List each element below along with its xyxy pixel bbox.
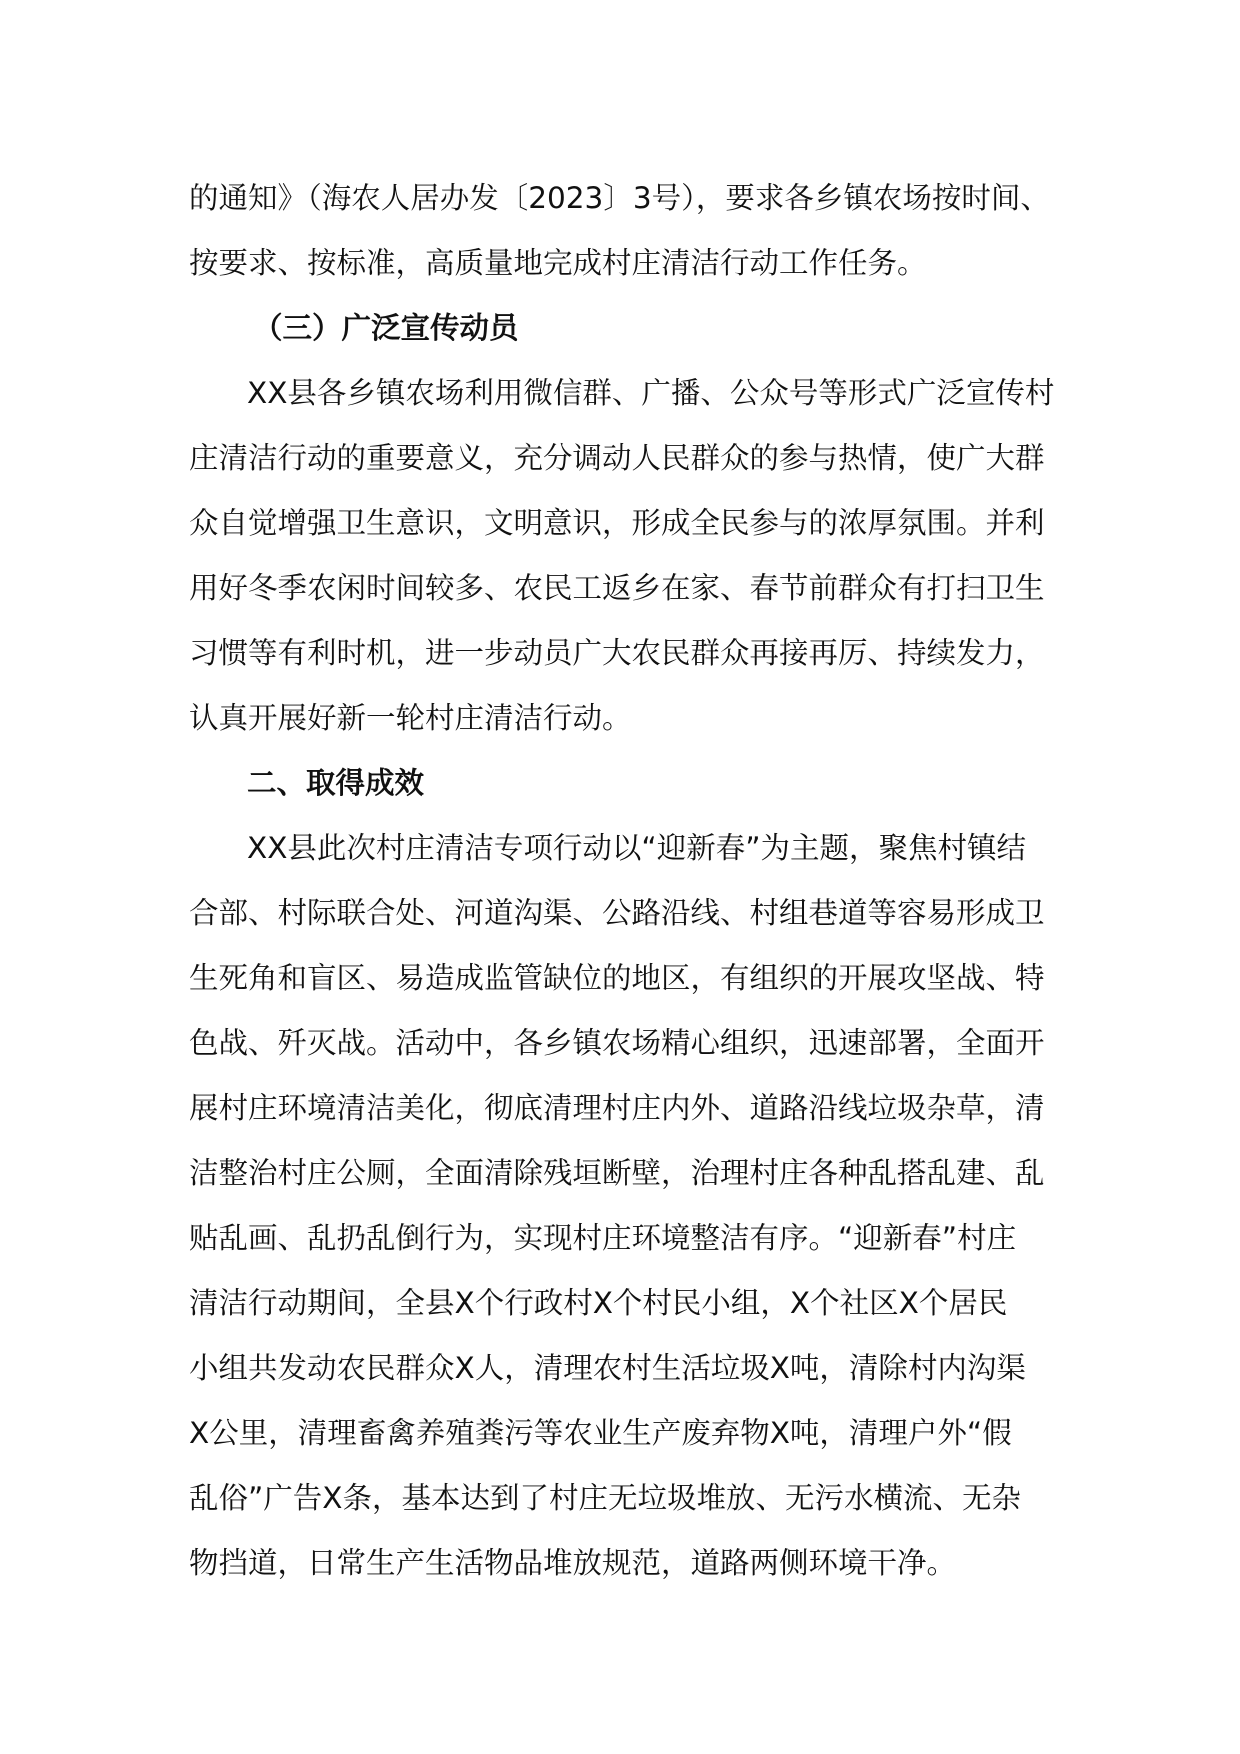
paragraph-line: X公里，清理畜禽养殖粪污等农业生产废弃物X吨，清理户外“假 — [189, 1416, 1012, 1450]
paragraph-line: 习惯等有利时机，进一步动员广大农民群众再接再厉、持续发力， — [189, 636, 1045, 670]
paragraph-line: XX县各乡镇农场利用微信群、广播、公众号等形式广泛宣传村 — [247, 376, 1055, 410]
paragraph-line: 贴乱画、乱扔乱倒行为，实现村庄环境整洁有序。“迎新春”村庄 — [189, 1221, 1017, 1255]
paragraph-line: 众自觉增强卫生意识，文明意识，形成全民参与的浓厚氛围。并利 — [189, 506, 1045, 540]
paragraph-line: 洁整治村庄公厕，全面清除残垣断壁，治理村庄各种乱搭乱建、乱 — [189, 1156, 1045, 1190]
body-line: 按要求、按标准，高质量地完成村庄清洁行动工作任务。 — [189, 246, 927, 280]
paragraph-line: 乱俗”广告X条，基本达到了村庄无垃圾堆放、无污水横流、无杂 — [189, 1481, 1021, 1515]
paragraph-line: 合部、村际联合处、河道沟渠、公路沿线、村组巷道等容易形成卫 — [189, 896, 1045, 930]
paragraph-line: 色战、歼灭战。活动中，各乡镇农场精心组织，迅速部署，全面开 — [189, 1026, 1045, 1060]
document-page — [189, 166, 1061, 1596]
paragraph-line: 物挡道，日常生产生活物品堆放规范，道路两侧环境干净。 — [189, 1546, 957, 1580]
paragraph-line: 小组共发动农民群众X人，清理农村生活垃圾X吨，清除村内沟渠 — [189, 1351, 1026, 1385]
paragraph-line: 清洁行动期间，全县X个行政村X个村民小组，X个社区X个居民 — [189, 1286, 1008, 1320]
paragraph-line: 庄清洁行动的重要意义，充分调动人民群众的参与热情，使广大群 — [189, 441, 1045, 475]
paragraph-line: XX县此次村庄清洁专项行动以“迎新春”为主题，聚焦村镇结 — [247, 831, 1026, 865]
paragraph-line: 生死角和盲区、易造成监管缺位的地区，有组织的开展攻坚战、特 — [189, 961, 1045, 995]
paragraph-line: 用好冬季农闲时间较多、农民工返乡在家、春节前群众有打扫卫生 — [189, 571, 1045, 605]
section-heading-2: 二、取得成效 — [247, 766, 425, 800]
paragraph-line: 展村庄环境清洁美化，彻底清理村庄内外、道路沿线垃圾杂草，清 — [189, 1091, 1045, 1125]
body-line: 的通知》（海农人居办发〔2023〕3号），要求各乡镇农场按时间、 — [189, 181, 1050, 215]
section-heading-3: （三）广泛宣传动员 — [253, 311, 519, 345]
paragraph-line: 认真开展好新一轮村庄清洁行动。 — [189, 701, 632, 735]
